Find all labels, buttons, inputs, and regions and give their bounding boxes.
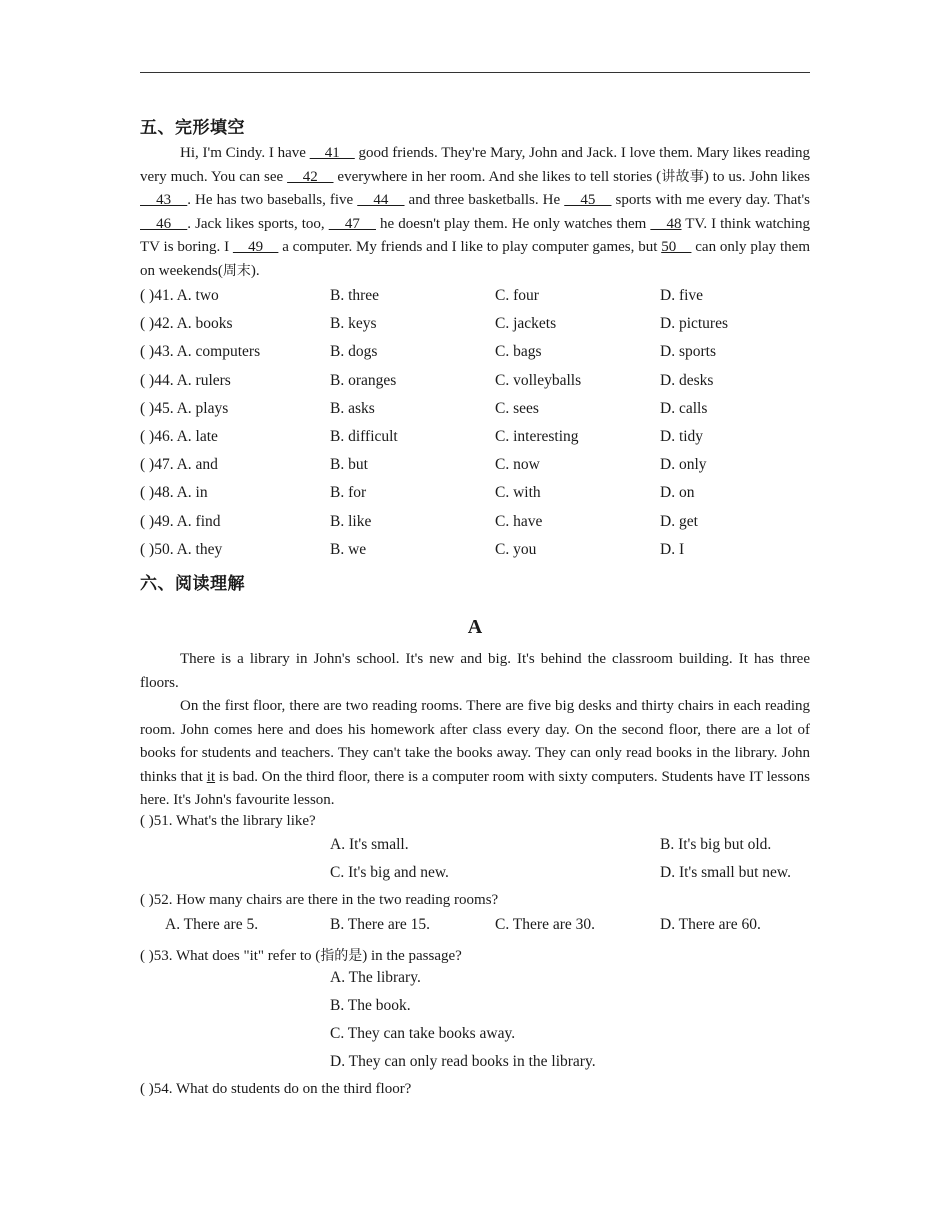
cloze-option-b: B. asks xyxy=(330,399,375,417)
cloze-option-b: B. three xyxy=(330,287,380,304)
question-51-option-a: A. It's small. xyxy=(330,836,409,853)
question-53-option-c: C. They can take books away. xyxy=(330,1025,516,1042)
question-54-stem: ( )54. What do students do on the third floor? xyxy=(140,1081,412,1097)
passage-a-title: A xyxy=(467,616,483,638)
cloze-text: Hi, I'm Cindy. I have xyxy=(180,145,310,161)
cloze-blank: 47 xyxy=(328,215,376,232)
question-53-option-a: A. The library. xyxy=(330,969,421,986)
cloze-option-a: ( )43. A. computers xyxy=(140,343,261,361)
cloze-blank: 46 xyxy=(140,215,188,232)
question-53-option-b: B. The book. xyxy=(330,997,411,1014)
cloze-text: and three basketballs. He xyxy=(404,192,565,208)
question-52-option-a: A. There are 5. xyxy=(165,916,259,933)
cloze-option-b: B. for xyxy=(330,484,367,502)
cloze-option-d: D. sports xyxy=(660,343,716,361)
passage-a-paragraph-2 xyxy=(140,695,810,813)
cloze-option-a: ( )48. A. in xyxy=(140,484,208,502)
cloze-text: . He has two baseballs, five xyxy=(187,192,358,208)
cloze-blank: 48 xyxy=(650,215,682,232)
cloze-option-a: ( )47. A. and xyxy=(140,456,218,474)
cloze-question-row xyxy=(140,310,810,338)
question-52-option-d: D. There are 60. xyxy=(660,916,761,933)
cloze-gloss: 讲故事 xyxy=(661,168,704,185)
cloze-text: can only play them on weekends( xyxy=(140,239,810,279)
cloze-blank: 44 xyxy=(357,192,405,208)
cloze-blank: 43 xyxy=(140,192,188,208)
cloze-option-c: C. sees xyxy=(495,399,539,417)
cloze-option-d: D. on xyxy=(660,484,695,502)
cloze-option-a: ( )45. A. plays xyxy=(140,399,229,417)
cloze-blank: 41 xyxy=(309,145,355,161)
cloze-blank: 50 xyxy=(661,239,692,255)
question-51-option-d: D. It's small but new. xyxy=(660,864,791,881)
header-rule xyxy=(140,72,810,73)
cloze-text: a computer. My friends and I like to play computer games, but xyxy=(278,239,662,255)
cloze-option-c: C. bags xyxy=(495,343,542,361)
question-51-option-c: C. It's big and new. xyxy=(330,864,449,881)
cloze-text: ) to us. John likes xyxy=(703,168,810,185)
cloze-option-d: D. tidy xyxy=(660,428,704,445)
underlined-it: it xyxy=(206,768,216,785)
cloze-question-row xyxy=(140,282,810,310)
q53-stem-start: ( )53. What does "it" refer to ( xyxy=(140,948,321,964)
cloze-option-a: ( )41. A. two xyxy=(140,287,219,304)
cloze-option-c: C. volleyballs xyxy=(495,371,582,389)
cloze-question-row xyxy=(140,479,810,507)
cloze-text: he doesn't play them. He only watches them xyxy=(375,215,651,232)
cloze-option-c: C. with xyxy=(495,484,541,502)
question-53-stem xyxy=(140,945,462,965)
cloze-text: ). xyxy=(250,262,260,279)
cloze-option-d: D. five xyxy=(660,287,704,304)
cloze-option-a: ( )46. A. late xyxy=(140,428,218,445)
question-51-option-b: B. It's big but old. xyxy=(660,836,772,853)
paragraph-2-end: is bad. On the third floor, there is a computer room with sixty computers. Students have IT lessons here. It's John's favourite lesson. xyxy=(140,768,810,808)
cloze-option-c: C. have xyxy=(495,512,543,530)
cloze-question-row xyxy=(140,338,810,366)
cloze-option-c: C. four xyxy=(495,287,539,304)
cloze-option-a: ( )50. A. they xyxy=(140,540,223,558)
question-53-option-d: D. They can only read books in the library. xyxy=(330,1053,596,1070)
cloze-option-d: D. only xyxy=(660,456,707,474)
passage-a-paragraph-1: There is a library in John's school. It's new and big. It's behind the classroom building. It has three floors. xyxy=(140,651,810,691)
cloze-text: TV. I think watching TV is boring. I xyxy=(140,215,810,255)
cloze-question-row xyxy=(140,367,810,395)
cloze-option-b: B. keys xyxy=(330,315,377,333)
cloze-option-c: C. interesting xyxy=(495,428,579,445)
cloze-option-b: B. but xyxy=(330,456,368,474)
cloze-question-row xyxy=(140,395,810,423)
section-5-title: 五、完形填空 xyxy=(140,118,245,138)
q53-stem-end: ) in the passage? xyxy=(362,948,462,964)
cloze-question-row xyxy=(140,423,810,451)
cloze-option-d: D. pictures xyxy=(660,315,729,333)
question-52-option-c: C. There are 30. xyxy=(495,916,595,933)
cloze-blank: 49 xyxy=(232,239,279,255)
cloze-text: good friends. They're Mary, John and Jack. I love them. Mary likes reading very much. You can see xyxy=(140,145,811,185)
question-52-option-b: B. There are 15. xyxy=(330,916,430,933)
cloze-blank: 42 xyxy=(287,168,334,185)
cloze-option-d: D. calls xyxy=(660,399,708,417)
cloze-option-b: B. dogs xyxy=(330,343,378,361)
cloze-option-b: B. like xyxy=(330,512,372,530)
cloze-option-d: D. get xyxy=(660,512,698,530)
cloze-question-row xyxy=(140,508,810,536)
cloze-option-d: D. desks xyxy=(660,371,714,389)
cloze-question-row xyxy=(140,536,810,564)
cloze-text: sports with me every day. That's xyxy=(611,192,811,208)
cloze-option-b: B. difficult xyxy=(330,428,398,445)
cloze-blank: 45 xyxy=(564,192,612,208)
cloze-option-a: ( )49. A. find xyxy=(140,512,221,530)
cloze-gloss: 周末 xyxy=(222,262,251,279)
cloze-option-c: C. you xyxy=(495,540,537,558)
q53-stem-cjk: 指的是 xyxy=(320,948,363,964)
cloze-passage xyxy=(140,142,810,283)
cloze-option-c: C. jackets xyxy=(495,315,557,333)
cloze-option-b: B. we xyxy=(330,540,367,558)
question-52-stem: ( )52. How many chairs are there in the two reading rooms? xyxy=(140,892,499,908)
cloze-option-d: D. I xyxy=(660,540,685,558)
cloze-option-c: C. now xyxy=(495,456,540,474)
cloze-question-row xyxy=(140,451,810,479)
cloze-option-a: ( )42. A. books xyxy=(140,315,233,333)
cloze-text: everywhere in her room. And she likes to tell stories ( xyxy=(333,168,662,185)
paragraph-2-start: On the first floor, there are two reading rooms. There are five big desks and thirty chairs in each reading room. John comes here and does his homework after class every day. On the second floor, there are a lot of books for students and teachers. They can't take the books away. They can only read books in the library. John thinks that xyxy=(140,698,810,785)
cloze-option-b: B. oranges xyxy=(330,371,397,389)
cloze-option-a: ( )44. A. rulers xyxy=(140,371,231,389)
section-6-title: 六、阅读理解 xyxy=(140,574,245,594)
cloze-text: . Jack likes sports, too, xyxy=(187,215,329,232)
question-51-stem: ( )51. What's the library like? xyxy=(140,813,316,829)
